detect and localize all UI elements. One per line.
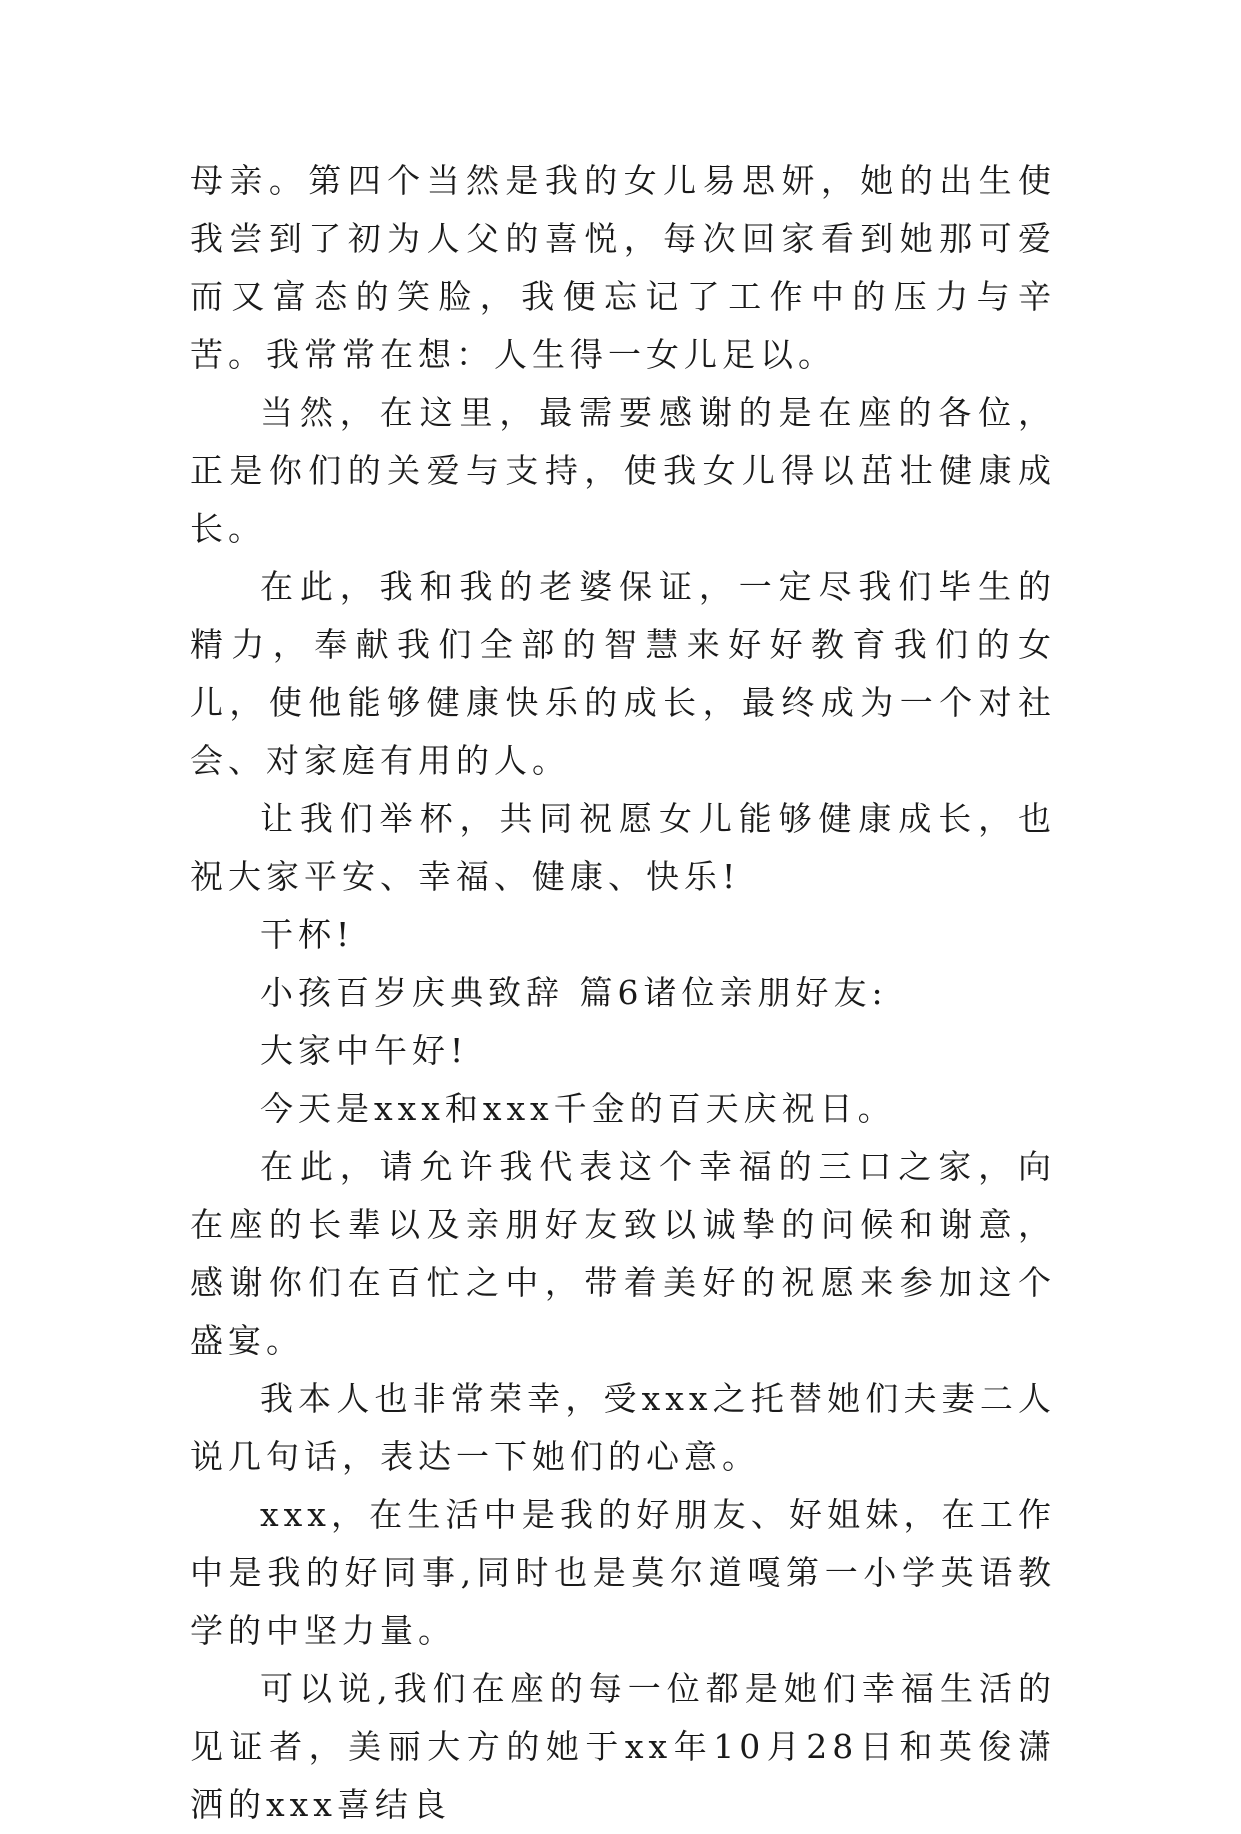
paragraph-3: 在此，我和我的老婆保证，一定尽我们毕生的精力，奉献我们全部的智慧来好好教育我们的女儿，使他能够健康快乐的成长，最终成为一个对社会、对家庭有用的人。 <box>190 567 1056 780</box>
document-body <box>190 152 1056 1834</box>
paragraph-11: xxx，在生活中是我的好朋友、好姐妹，在工作中是我的好同事,同时也是莫尔道嘎第一小学英语教学的中坚力量。 <box>190 1495 1056 1650</box>
paragraph-9: 在此，请允许我代表这个幸福的三口之家，向在座的长辈以及亲朋好友致以诚挚的问候和谢意，感谢你们在百忙之中，带着美好的祝愿来参加这个盛宴。 <box>190 1147 1056 1360</box>
paragraph-4: 让我们举杯，共同祝愿女儿能够健康成长，也祝大家平安、幸福、健康、快乐! <box>190 799 1056 896</box>
paragraph-2: 当然，在这里，最需要感谢的是在座的各位，正是你们的关爱与支持，使我女儿得以茁壮健康成长。 <box>190 393 1056 548</box>
paragraph-10: 我本人也非常荣幸，受xxx之托替她们夫妻二人说几句话，表达一下她们的心意。 <box>190 1379 1056 1476</box>
section-heading: 小孩百岁庆典致辞 篇6诸位亲朋好友: <box>260 973 888 1012</box>
paragraph-7: 大家中午好! <box>260 1031 469 1070</box>
paragraph-12: 可以说,我们在座的每一位都是她们幸福生活的见证者，美丽大方的她于xx年10月28日和英俊潇洒的xxx喜结良 <box>190 1669 1056 1824</box>
paragraph-8: 今天是xxx和xxx千金的百天庆祝日。 <box>260 1089 896 1128</box>
paragraph-1: 母亲。第四个当然是我的女儿易思妍，她的出生使我尝到了初为人父的喜悦，每次回家看到她那可爱而又富态的笑脸，我便忘记了工作中的压力与辛苦。我常常在想：人生得一女儿足以。 <box>190 161 1056 374</box>
paragraph-5: 干杯! <box>260 915 355 954</box>
